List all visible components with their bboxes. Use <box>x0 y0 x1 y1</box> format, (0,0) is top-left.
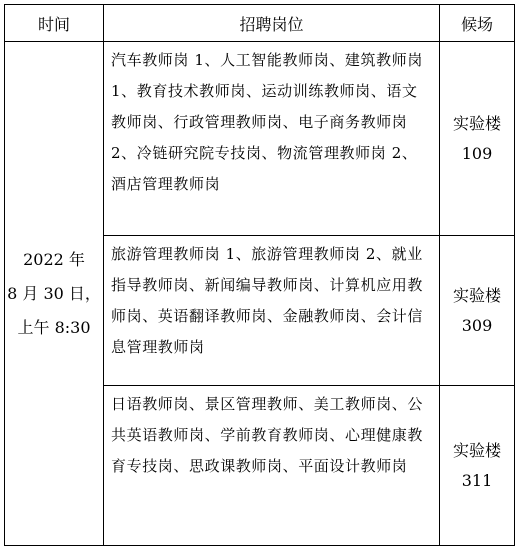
positions-cell: 日语教师岗、景区管理教师、美工教师岗、公共英语教师岗、学前教育教师岗、心理健康教育专技岗、思政课教师岗、平面设计教师岗 <box>104 386 440 546</box>
time-start: 上午 8:30 <box>17 317 91 337</box>
room-number: 311 <box>461 470 493 490</box>
header-waiting-room: 候场 <box>440 5 515 42</box>
time-cell <box>5 42 104 546</box>
waiting-room-cell <box>440 386 515 546</box>
time-date-day: 8 月 30 日， <box>7 283 101 303</box>
time-date-year: 2022 年 <box>23 249 85 269</box>
positions-cell: 旅游管理教师岗 1、旅游管理教师岗 2、就业指导教师岗、新闻编导教师岗、计算机应用教师岗、英语翻译教师岗、金融教师岗、会计信息管理教师岗 <box>104 236 440 386</box>
table-header <box>5 5 515 42</box>
waiting-room-cell <box>440 236 515 386</box>
table-row <box>5 42 515 236</box>
header-positions: 招聘岗位 <box>104 5 440 42</box>
waiting-room-cell <box>440 42 515 236</box>
table-body <box>5 42 515 546</box>
room-number: 309 <box>461 315 493 335</box>
header-row <box>5 5 515 42</box>
room-building: 实验楼 <box>452 440 501 460</box>
interview-schedule-table <box>4 4 515 546</box>
positions-cell: 汽车教师岗 1、人工智能教师岗、建筑教师岗 1、教育技术教师岗、运动训练教师岗、语文教师岗、行政管理教师岗、电子商务教师岗 2、冷链研究院专技岗、物流管理教师岗 2、酒店管理教师岗 <box>104 42 440 236</box>
room-building: 实验楼 <box>452 285 501 305</box>
header-time: 时间 <box>5 5 104 42</box>
room-number: 109 <box>461 143 493 163</box>
room-building: 实验楼 <box>452 113 501 133</box>
